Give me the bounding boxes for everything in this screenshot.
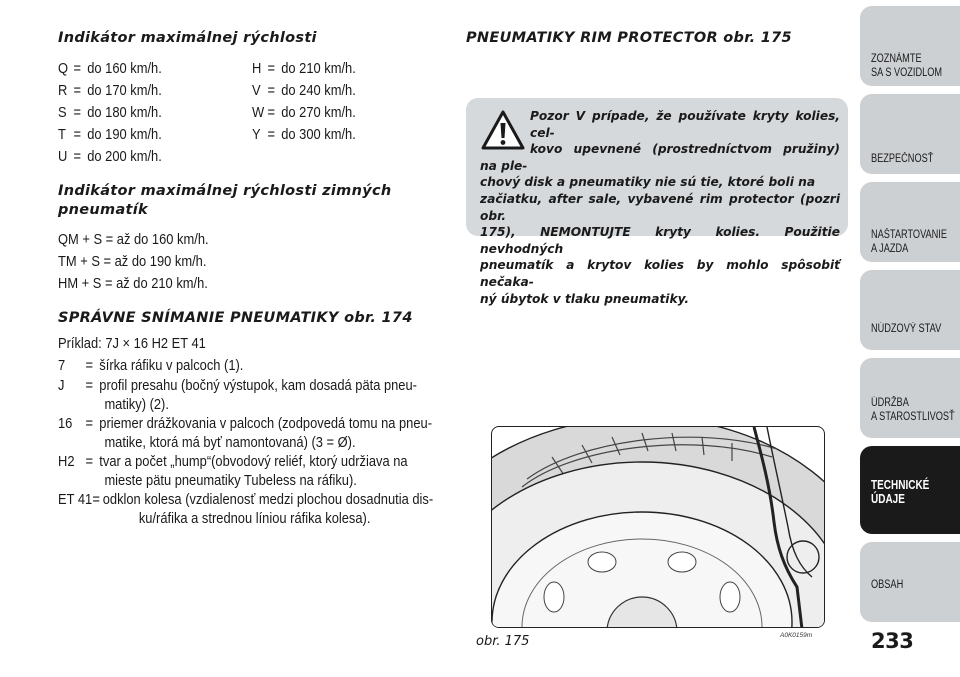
warning-text: Pozor V prípade, že používate kryty kolies, cel- kovo upevnené (prostredníctvom pružiny) na ple- chový disk a pneumatiky nie sú tie, ktoré boli na začiatku, after sale, vybavené rim protector (pozri obr. 175), NEMONTUJTE kryty kolies. Použitie nevhodných pneumatík a krytov kolies by mohlo spôsobiť nečaka- ný úbytok v tlaku pneumatiky. [480, 109, 840, 306]
tab-contents[interactable]: OBSAH [860, 542, 960, 622]
speed-row-s: S = do 180 km/h. [58, 104, 162, 121]
tab-technical-data[interactable]: TECHNICKÉ ÚDAJE [860, 446, 960, 534]
speed-row-u: U = do 200 km/h. [58, 148, 162, 165]
tab-starting-driving[interactable]: NAŠTARTOVANIE A JAZDA [860, 182, 960, 262]
winter-speed-heading [58, 182, 392, 220]
speed-row-q: Q = do 160 km/h. [58, 60, 162, 77]
speed-row-t: T = do 190 km/h. [58, 126, 162, 143]
wheel-drawing [492, 427, 825, 628]
speed-index-heading: Indikátor maximálnej rýchlosti [58, 30, 317, 46]
tire-illustration [491, 426, 825, 628]
speed-row-h: H = do 210 km/h. [252, 60, 356, 77]
tab-get-to-know[interactable]: ZOZNÁMTE SA S VOZIDLOM [860, 6, 960, 86]
warning-triangle-icon [480, 108, 526, 152]
speed-row-y: Y = do 300 km/h. [252, 126, 356, 143]
figure-caption: obr. 175 [476, 634, 530, 649]
winter-row-hm: HM + S = až do 210 km/h. [58, 275, 208, 292]
tab-maintenance[interactable]: ÚDRŽBA A STAROSTLIVOSŤ [860, 358, 960, 438]
tire-reading-heading: SPRÁVNE SNÍMANIE PNEUMATIKY obr. 174 [58, 310, 413, 326]
definition-key: ET 41 [58, 491, 93, 508]
winter-speed-heading-line2: pneumatík [58, 202, 148, 218]
winter-speed-heading-line1: Indikátor maximálnej rýchlosti zimných [58, 183, 392, 199]
definition-key: H2 [58, 453, 75, 470]
speed-row-w: W = do 270 km/h. [252, 104, 356, 121]
definition-key: 7 [58, 357, 66, 374]
winter-row-tm: TM + S = až do 190 km/h. [58, 253, 207, 270]
rim-protector-heading: PNEUMATIKY RIM PROTECTOR obr. 175 [466, 30, 792, 46]
definition-key: J [58, 377, 65, 394]
figure-code: A0K0159m [780, 632, 813, 639]
tab-emergency[interactable]: NÚDZOVÝ STAV [860, 270, 960, 350]
warning-box [466, 98, 848, 306]
winter-row-qm: QM + S = až do 160 km/h. [58, 231, 209, 248]
example-line: Príklad: 7J × 16 H2 ET 41 [58, 335, 206, 352]
tab-safety[interactable]: BEZPEČNOSŤ [860, 94, 960, 174]
section-tabs [860, 0, 960, 677]
page-number: 233 [871, 629, 914, 653]
definition-key: 16 [58, 415, 73, 432]
speed-row-r: R = do 170 km/h. [58, 82, 162, 99]
speed-row-v: V = do 240 km/h. [252, 82, 356, 99]
